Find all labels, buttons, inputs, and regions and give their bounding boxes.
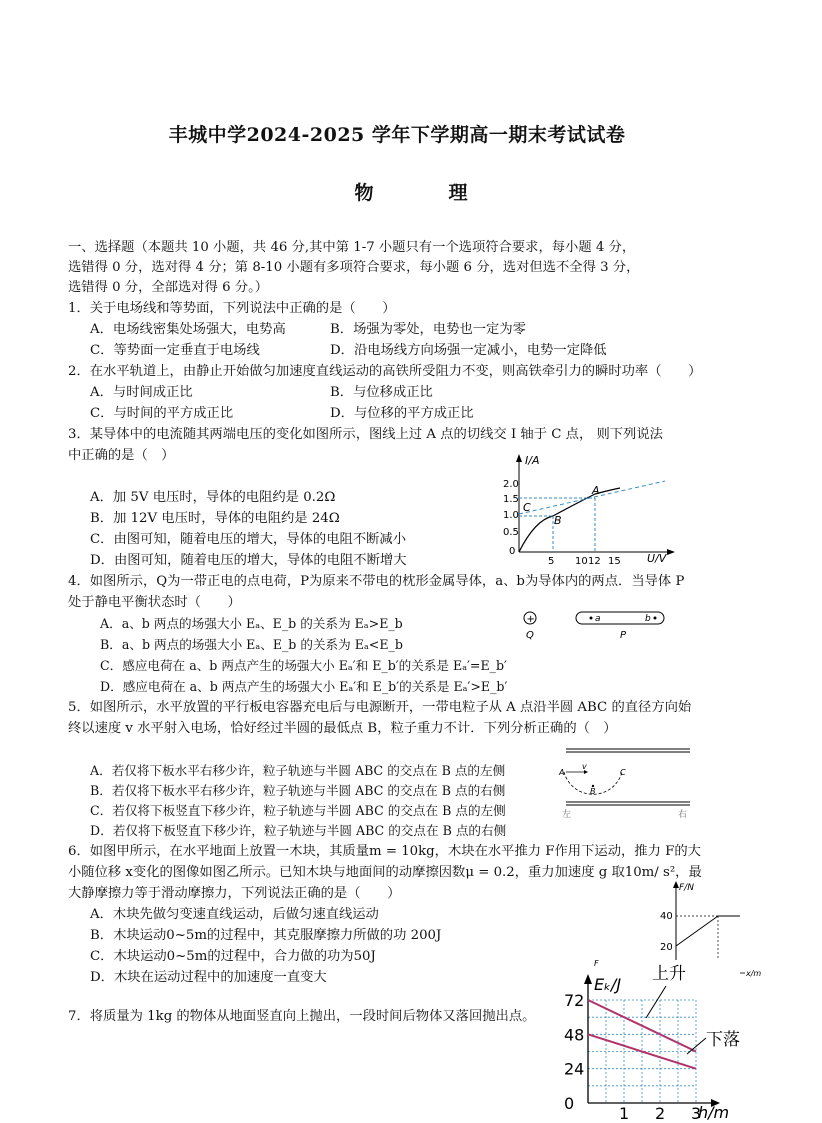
point-b-dot bbox=[654, 617, 657, 620]
subject-title: 物 理 bbox=[354, 182, 496, 204]
q3-iu-graph bbox=[495, 448, 680, 570]
label-down-pointer bbox=[687, 1038, 706, 1054]
point-b-label: B bbox=[554, 514, 562, 527]
label-up: 上升 bbox=[652, 964, 686, 984]
q4-conductor-figure bbox=[518, 608, 678, 642]
y-tick-label: 72 bbox=[564, 991, 585, 1010]
y-tick-1.0: 1.0 bbox=[503, 510, 519, 521]
label-down: 下落 bbox=[706, 1030, 740, 1050]
q6-fx-graph bbox=[590, 878, 762, 978]
q4-option-d: D．感应电荷在 a、b 两点产生的场强大小 Eₐ′和 E_b′的关系是 Eₐ′>E_b′ bbox=[100, 679, 508, 694]
q1-option-d: D．沿电场线方向场强一定减小，电势一定降低 bbox=[330, 343, 607, 358]
q3-option-c: C．由图可知，随着电压的增大，导体的电阻不断减小 bbox=[90, 532, 407, 547]
y-axis-label: I/A bbox=[525, 454, 540, 467]
q4-stem-line-1: 4．如图所示，Q为一带正电的点电荷，P为原来不带电的枕形金属导体，a、b为导体内的两点．当导体 P bbox=[68, 574, 685, 589]
q3-stem-line-2: 中正确的是（ ） bbox=[68, 448, 175, 463]
section-intro-line-3: 选错得 0 分，全部选对得 6 分。） bbox=[68, 280, 269, 295]
x-tick-12: 12 bbox=[588, 556, 601, 567]
q4-stem-line-2: 处于静电平衡状态时（ ） bbox=[68, 595, 241, 610]
q7-stem: 7．将质量为 1kg 的物体从地面竖直向上抛出，一段时间后物体又落回抛出点。 bbox=[68, 1009, 536, 1024]
q5-option-b: B．若仅将下板水平右移少许，粒子轨迹与半圆 ABC 的交点在 B 点的右侧 bbox=[90, 783, 506, 798]
y-tick-1.5: 1.5 bbox=[503, 494, 519, 505]
q3-option-a: A．加 5V 电压时，导体的电阻约是 0.2Ω bbox=[90, 490, 336, 505]
q1-option-a: A．电场线密集处场强大，电势高 bbox=[90, 322, 286, 337]
label-q: Q bbox=[526, 630, 534, 641]
point-c-label: C bbox=[523, 501, 531, 514]
q6-option-b: B．木块运动0~5m的过程中，其克服摩擦力所做的功 200J bbox=[90, 928, 442, 943]
label-a: A bbox=[559, 768, 565, 777]
q2-stem: 2．在水平轨道上，由静止开始做匀加速度直线运动的高铁所受阻力不变，则高铁牵引力的瞬时功率（ ） bbox=[68, 364, 702, 379]
q2-option-c: C．与时间的平方成正比 bbox=[90, 406, 234, 421]
label-f-small: F bbox=[594, 959, 599, 968]
x-tick-15: 15 bbox=[608, 556, 621, 567]
x-tick-label: 1 bbox=[619, 1104, 630, 1123]
q6-stem-line-3: 大静摩擦力等于滑动摩擦力，下列说法正确的是（ ） bbox=[68, 886, 401, 901]
q2-option-d: D．与位移的平方成正比 bbox=[330, 406, 474, 421]
q2-option-b: B．与位移成正比 bbox=[330, 385, 433, 400]
y-axis-arrow bbox=[516, 454, 522, 462]
label-up-pointer bbox=[646, 986, 666, 1018]
point-b-dot bbox=[592, 785, 594, 787]
origin-label: 0 bbox=[509, 546, 516, 557]
q4-option-b: B．a、b 两点的场强大小 Eₐ、E_b 的关系为 Eₐ<E_b bbox=[100, 637, 403, 652]
y-axis-label: Eₖ/J bbox=[594, 975, 622, 994]
x-axis-label: h/m bbox=[698, 1103, 730, 1122]
x-axis-label: x/m bbox=[746, 969, 762, 978]
y-tick-20: 20 bbox=[660, 942, 673, 953]
label-left: 左 bbox=[562, 810, 572, 820]
q6-option-a: A．木块先做匀变速直线运动，后做匀速直线运动 bbox=[90, 907, 379, 922]
label-right: 右 bbox=[678, 810, 688, 820]
q5-capacitor-figure bbox=[560, 745, 696, 819]
q4-option-a: A．a、b 两点的场强大小 Eₐ、E_b 的关系为 Eₐ>E_b bbox=[100, 616, 403, 631]
y-axis-label: F/N bbox=[679, 883, 694, 893]
label-c: C bbox=[620, 768, 626, 777]
q1-option-b: B．场强为零处，电势也一定为零 bbox=[330, 322, 526, 337]
point-a-label: A bbox=[592, 484, 600, 497]
q6-stem-line-2: 小随位移 x变化的图像如图乙所示。已知木块与地面间的动摩擦因数μ = 0.2，重力加速度 g 取10m/ s²，最 bbox=[68, 865, 702, 880]
q6-option-c: C．木块运动0~5m的过程中，合力做的功为50J bbox=[90, 949, 376, 964]
q5-option-d: D．若仅将下板竖直下移少许，粒子轨迹与半圆 ABC 的交点在 B 点的右侧 bbox=[90, 823, 507, 838]
q6-option-d: D．木块在运动过程中的加速度一直变大 bbox=[90, 970, 327, 985]
y-axis-arrow bbox=[584, 974, 592, 984]
y-tick-2.0: 2.0 bbox=[503, 479, 519, 490]
q1-stem: 1．关于电场线和等势面，下列说法中正确的是（ ） bbox=[68, 301, 396, 316]
q5-stem-line-1: 5．如图所示，水平放置的平行板电容器充电后与电源断开，一带电粒子从 A 点沿半圆 ABC 的直径方向始 bbox=[68, 700, 692, 715]
q4-option-c: C．感应电荷在 a、b 两点产生的场强大小 Eₐ′和 E_b′的关系是 Eₐ′=E_b′ bbox=[100, 658, 507, 673]
force-rising-segment bbox=[676, 916, 718, 946]
q5-option-c: C．若仅将下板竖直下移少许，粒子轨迹与半圆 ABC 的交点在 B 点的左侧 bbox=[90, 803, 506, 818]
q6-stem-line-1: 6．如图甲所示，在水平地面上放置一木块，其质量m = 10kg，木块在水平推力 F作用下运动，推力 F的大 bbox=[68, 844, 701, 859]
y-tick-label: 24 bbox=[564, 1059, 585, 1079]
label-v: v bbox=[582, 762, 587, 771]
y-tick-40: 40 bbox=[660, 911, 673, 922]
label-a: a bbox=[595, 614, 601, 624]
x-tick-label: 2 bbox=[655, 1104, 666, 1123]
x-tick-10: 10 bbox=[575, 556, 588, 567]
q5-stem-line-2: 终以速度 v 水平射入电场，恰好经过半圆的最低点 B，粒子重力不计．下列分析正确的（ ） bbox=[68, 721, 617, 736]
y-tick-0.5: 0.5 bbox=[503, 527, 519, 538]
q3-option-d: D．由图可知，随着电压的增大，导体的电阻不断增大 bbox=[90, 553, 407, 568]
section-intro-line-1: 一、选择题（本题共 10 小题，共 46 分,其中第 1-7 小题只有一个选项符合要求，每小题 4 分， bbox=[68, 240, 636, 255]
charge-plus-sign: + bbox=[526, 614, 535, 625]
point-a-dot bbox=[590, 617, 593, 620]
q5-option-a: A．若仅将下板水平右移少许，粒子轨迹与半圆 ABC 的交点在 B 点的左侧 bbox=[90, 763, 506, 778]
x-tick-5: 5 bbox=[548, 556, 555, 567]
x-axis-arrow bbox=[667, 549, 675, 555]
label-b: b bbox=[645, 614, 651, 624]
label-p: P bbox=[620, 630, 627, 641]
q1-option-c: C．等势面一定垂直于电场线 bbox=[90, 343, 260, 358]
page-title: 丰城中学2024-2025 学年下学期高一期末考试试卷 bbox=[168, 124, 626, 146]
x-axis-label: U/V bbox=[647, 552, 667, 565]
label-b: B bbox=[590, 787, 596, 796]
section-intro-line-2: 选错得 0 分，选对得 4 分；第 8-10 小题有多项符合要求，每小题 6 分，选对但选不全得 3 分， bbox=[68, 260, 640, 275]
q3-stem-line-1: 3．某导体中的电流随其两端电压的变化如图所示，图线上过 A 点的切线交 I 轴于 C 点， 则下列说法 bbox=[68, 427, 663, 442]
y-tick-label: 48 bbox=[564, 1025, 585, 1045]
y-tick-label: 0 bbox=[564, 1094, 575, 1113]
series-line-up bbox=[588, 1000, 696, 1052]
pillow-conductor-p bbox=[576, 612, 664, 624]
q3-option-b: B．加 12V 电压时，导体的电阻约是 24Ω bbox=[90, 511, 340, 526]
q7-ek-h-chart bbox=[548, 964, 768, 1123]
x-tick-label: 3 bbox=[691, 1104, 702, 1123]
q2-option-a: A．与时间成正比 bbox=[90, 385, 193, 400]
